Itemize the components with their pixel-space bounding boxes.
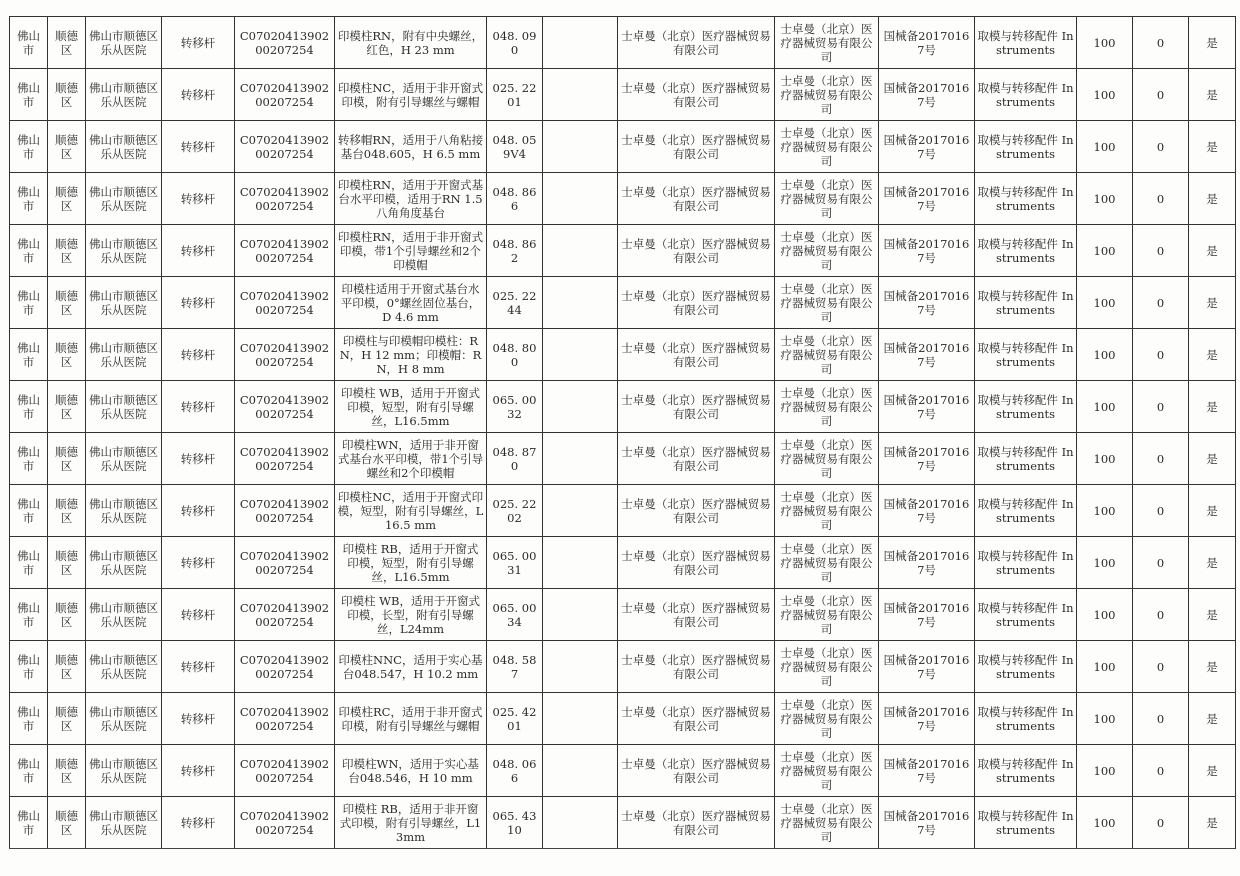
price-cell: 100 [1077, 433, 1133, 485]
registration-cell: 国械备20170167号 [879, 69, 975, 121]
city-cell: 佛山市 [10, 745, 48, 797]
discount-cell: 0 [1133, 589, 1189, 641]
model-cell: 065. 0034 [487, 589, 543, 641]
flag-cell: 是 [1189, 17, 1236, 69]
product-name-cell: 取模与转移配件 Instruments [975, 121, 1077, 173]
supplier-cell: 士卓曼（北京）医疗器械贸易有限公司 [775, 797, 879, 849]
hospital-cell: 佛山市顺德区乐从医院 [86, 745, 162, 797]
blank-cell [543, 277, 618, 329]
product-table [9, 16, 1236, 849]
manufacturer-cell: 士卓曼（北京）医疗器械贸易有限公司 [618, 329, 775, 381]
table-row [10, 17, 1236, 69]
description-cell: 印模柱NC，适用于开窗式印模，短型，附有引导螺丝，L 16.5 mm [335, 485, 487, 537]
blank-cell [543, 745, 618, 797]
flag-cell: 是 [1189, 121, 1236, 173]
code-cell: C0702041390200207254 [235, 329, 335, 381]
manufacturer-cell: 士卓曼（北京）医疗器械贸易有限公司 [618, 173, 775, 225]
flag-cell: 是 [1189, 745, 1236, 797]
district-cell: 顺德区 [48, 745, 86, 797]
flag-cell: 是 [1189, 485, 1236, 537]
registration-cell: 国械备20170167号 [879, 641, 975, 693]
product-name-cell: 取模与转移配件 Instruments [975, 745, 1077, 797]
model-cell: 025. 2202 [487, 485, 543, 537]
code-cell: C0702041390200207254 [235, 745, 335, 797]
registration-cell: 国械备20170167号 [879, 797, 975, 849]
hospital-cell: 佛山市顺德区乐从医院 [86, 225, 162, 277]
price-cell: 100 [1077, 589, 1133, 641]
district-cell: 顺德区 [48, 537, 86, 589]
discount-cell: 0 [1133, 277, 1189, 329]
blank-cell [543, 173, 618, 225]
category-cell: 转移杆 [162, 433, 235, 485]
page-bottom-rule [9, 848, 1235, 849]
supplier-cell: 士卓曼（北京）医疗器械贸易有限公司 [775, 485, 879, 537]
category-cell: 转移杆 [162, 277, 235, 329]
hospital-cell: 佛山市顺德区乐从医院 [86, 641, 162, 693]
category-cell: 转移杆 [162, 797, 235, 849]
table-row [10, 537, 1236, 589]
description-cell: 印模柱适用于开窗式基台水平印模，0°螺丝固位基台，D 4.6 mm [335, 277, 487, 329]
table-row [10, 485, 1236, 537]
blank-cell [543, 433, 618, 485]
blank-cell [543, 69, 618, 121]
price-cell: 100 [1077, 173, 1133, 225]
blank-cell [543, 225, 618, 277]
model-cell: 025. 2244 [487, 277, 543, 329]
registration-cell: 国械备20170167号 [879, 537, 975, 589]
description-cell: 印模柱 RB，适用于开窗式印模，短型，附有引导螺丝，L16.5mm [335, 537, 487, 589]
description-cell: 印模柱RN，适用于开窗式基台水平印模，适用于RN 1.5八角角度基台 [335, 173, 487, 225]
category-cell: 转移杆 [162, 589, 235, 641]
district-cell: 顺德区 [48, 173, 86, 225]
district-cell: 顺德区 [48, 277, 86, 329]
price-cell: 100 [1077, 537, 1133, 589]
product-name-cell: 取模与转移配件 Instruments [975, 173, 1077, 225]
product-name-cell: 取模与转移配件 Instruments [975, 225, 1077, 277]
city-cell: 佛山市 [10, 693, 48, 745]
blank-cell [543, 641, 618, 693]
price-cell: 100 [1077, 17, 1133, 69]
district-cell: 顺德区 [48, 641, 86, 693]
code-cell: C0702041390200207254 [235, 69, 335, 121]
discount-cell: 0 [1133, 537, 1189, 589]
hospital-cell: 佛山市顺德区乐从医院 [86, 381, 162, 433]
registration-cell: 国械备20170167号 [879, 381, 975, 433]
supplier-cell: 士卓曼（北京）医疗器械贸易有限公司 [775, 329, 879, 381]
manufacturer-cell: 士卓曼（北京）医疗器械贸易有限公司 [618, 589, 775, 641]
price-cell: 100 [1077, 745, 1133, 797]
table-row [10, 69, 1236, 121]
supplier-cell: 士卓曼（北京）医疗器械贸易有限公司 [775, 381, 879, 433]
product-name-cell: 取模与转移配件 Instruments [975, 277, 1077, 329]
table-row [10, 381, 1236, 433]
category-cell: 转移杆 [162, 745, 235, 797]
hospital-cell: 佛山市顺德区乐从医院 [86, 433, 162, 485]
category-cell: 转移杆 [162, 121, 235, 173]
supplier-cell: 士卓曼（北京）医疗器械贸易有限公司 [775, 17, 879, 69]
city-cell: 佛山市 [10, 797, 48, 849]
city-cell: 佛山市 [10, 17, 48, 69]
code-cell: C0702041390200207254 [235, 797, 335, 849]
blank-cell [543, 589, 618, 641]
city-cell: 佛山市 [10, 329, 48, 381]
price-cell: 100 [1077, 381, 1133, 433]
code-cell: C0702041390200207254 [235, 537, 335, 589]
district-cell: 顺德区 [48, 797, 86, 849]
category-cell: 转移杆 [162, 225, 235, 277]
district-cell: 顺德区 [48, 433, 86, 485]
supplier-cell: 士卓曼（北京）医疗器械贸易有限公司 [775, 537, 879, 589]
category-cell: 转移杆 [162, 537, 235, 589]
city-cell: 佛山市 [10, 537, 48, 589]
code-cell: C0702041390200207254 [235, 433, 335, 485]
supplier-cell: 士卓曼（北京）医疗器械贸易有限公司 [775, 69, 879, 121]
registration-cell: 国械备20170167号 [879, 433, 975, 485]
price-cell: 100 [1077, 641, 1133, 693]
district-cell: 顺德区 [48, 485, 86, 537]
description-cell: 印模柱WN，适用于非开窗式基台水平印模，带1个引导螺丝和2个印模帽 [335, 433, 487, 485]
district-cell: 顺德区 [48, 225, 86, 277]
model-cell: 048. 059V4 [487, 121, 543, 173]
flag-cell: 是 [1189, 329, 1236, 381]
description-cell: 印模柱RN，适用于非开窗式印模，带1个引导螺丝和2个印模帽 [335, 225, 487, 277]
supplier-cell: 士卓曼（北京）医疗器械贸易有限公司 [775, 173, 879, 225]
product-name-cell: 取模与转移配件 Instruments [975, 537, 1077, 589]
discount-cell: 0 [1133, 485, 1189, 537]
blank-cell [543, 485, 618, 537]
code-cell: C0702041390200207254 [235, 121, 335, 173]
code-cell: C0702041390200207254 [235, 381, 335, 433]
category-cell: 转移杆 [162, 69, 235, 121]
city-cell: 佛山市 [10, 433, 48, 485]
table-row [10, 277, 1236, 329]
code-cell: C0702041390200207254 [235, 277, 335, 329]
registration-cell: 国械备20170167号 [879, 745, 975, 797]
flag-cell: 是 [1189, 589, 1236, 641]
price-cell: 100 [1077, 329, 1133, 381]
model-cell: 048. 090 [487, 17, 543, 69]
price-cell: 100 [1077, 121, 1133, 173]
city-cell: 佛山市 [10, 121, 48, 173]
supplier-cell: 士卓曼（北京）医疗器械贸易有限公司 [775, 433, 879, 485]
hospital-cell: 佛山市顺德区乐从医院 [86, 277, 162, 329]
flag-cell: 是 [1189, 277, 1236, 329]
hospital-cell: 佛山市顺德区乐从医院 [86, 121, 162, 173]
registration-cell: 国械备20170167号 [879, 225, 975, 277]
code-cell: C0702041390200207254 [235, 693, 335, 745]
hospital-cell: 佛山市顺德区乐从医院 [86, 589, 162, 641]
description-cell: 印模柱NNC，适用于实心基台048.547，H 10.2 mm [335, 641, 487, 693]
manufacturer-cell: 士卓曼（北京）医疗器械贸易有限公司 [618, 433, 775, 485]
district-cell: 顺德区 [48, 17, 86, 69]
description-cell: 印模柱NC，适用于非开窗式印模，附有引导螺丝与螺帽 [335, 69, 487, 121]
manufacturer-cell: 士卓曼（北京）医疗器械贸易有限公司 [618, 381, 775, 433]
product-name-cell: 取模与转移配件 Instruments [975, 693, 1077, 745]
blank-cell [543, 693, 618, 745]
table-row [10, 433, 1236, 485]
supplier-cell: 士卓曼（北京）医疗器械贸易有限公司 [775, 693, 879, 745]
code-cell: C0702041390200207254 [235, 173, 335, 225]
flag-cell: 是 [1189, 69, 1236, 121]
manufacturer-cell: 士卓曼（北京）医疗器械贸易有限公司 [618, 17, 775, 69]
price-cell: 100 [1077, 225, 1133, 277]
model-cell: 048. 587 [487, 641, 543, 693]
city-cell: 佛山市 [10, 485, 48, 537]
table-body [10, 17, 1236, 849]
registration-cell: 国械备20170167号 [879, 173, 975, 225]
hospital-cell: 佛山市顺德区乐从医院 [86, 69, 162, 121]
registration-cell: 国械备20170167号 [879, 693, 975, 745]
price-cell: 100 [1077, 797, 1133, 849]
blank-cell [543, 329, 618, 381]
category-cell: 转移杆 [162, 641, 235, 693]
model-cell: 048. 866 [487, 173, 543, 225]
product-name-cell: 取模与转移配件 Instruments [975, 433, 1077, 485]
description-cell: 印模柱RC，适用于非开窗式印模，附有引导螺丝与螺帽 [335, 693, 487, 745]
model-cell: 025. 4201 [487, 693, 543, 745]
description-cell: 印模柱 WB，适用于开窗式印模，长型，附有引导螺丝，L24mm [335, 589, 487, 641]
blank-cell [543, 121, 618, 173]
code-cell: C0702041390200207254 [235, 17, 335, 69]
manufacturer-cell: 士卓曼（北京）医疗器械贸易有限公司 [618, 277, 775, 329]
registration-cell: 国械备20170167号 [879, 121, 975, 173]
model-cell: 065. 0031 [487, 537, 543, 589]
description-cell: 印模柱与印模帽印模柱：RN，H 12 mm；印模帽：RN，H 8 mm [335, 329, 487, 381]
model-cell: 048. 800 [487, 329, 543, 381]
description-cell: 印模柱WN，适用于实心基台048.546，H 10 mm [335, 745, 487, 797]
blank-cell [543, 381, 618, 433]
table-row [10, 225, 1236, 277]
district-cell: 顺德区 [48, 329, 86, 381]
code-cell: C0702041390200207254 [235, 225, 335, 277]
category-cell: 转移杆 [162, 381, 235, 433]
discount-cell: 0 [1133, 433, 1189, 485]
registration-cell: 国械备20170167号 [879, 485, 975, 537]
discount-cell: 0 [1133, 641, 1189, 693]
product-name-cell: 取模与转移配件 Instruments [975, 69, 1077, 121]
product-name-cell: 取模与转移配件 Instruments [975, 485, 1077, 537]
description-cell: 印模柱 RB，适用于非开窗式印模，附有引导螺丝，L13mm [335, 797, 487, 849]
model-cell: 048. 066 [487, 745, 543, 797]
flag-cell: 是 [1189, 225, 1236, 277]
category-cell: 转移杆 [162, 173, 235, 225]
discount-cell: 0 [1133, 173, 1189, 225]
city-cell: 佛山市 [10, 173, 48, 225]
city-cell: 佛山市 [10, 225, 48, 277]
manufacturer-cell: 士卓曼（北京）医疗器械贸易有限公司 [618, 693, 775, 745]
district-cell: 顺德区 [48, 381, 86, 433]
manufacturer-cell: 士卓曼（北京）医疗器械贸易有限公司 [618, 537, 775, 589]
hospital-cell: 佛山市顺德区乐从医院 [86, 693, 162, 745]
registration-cell: 国械备20170167号 [879, 329, 975, 381]
product-name-cell: 取模与转移配件 Instruments [975, 797, 1077, 849]
supplier-cell: 士卓曼（北京）医疗器械贸易有限公司 [775, 121, 879, 173]
manufacturer-cell: 士卓曼（北京）医疗器械贸易有限公司 [618, 225, 775, 277]
code-cell: C0702041390200207254 [235, 589, 335, 641]
code-cell: C0702041390200207254 [235, 485, 335, 537]
district-cell: 顺德区 [48, 589, 86, 641]
hospital-cell: 佛山市顺德区乐从医院 [86, 537, 162, 589]
flag-cell: 是 [1189, 641, 1236, 693]
registration-cell: 国械备20170167号 [879, 589, 975, 641]
manufacturer-cell: 士卓曼（北京）医疗器械贸易有限公司 [618, 745, 775, 797]
city-cell: 佛山市 [10, 69, 48, 121]
district-cell: 顺德区 [48, 693, 86, 745]
supplier-cell: 士卓曼（北京）医疗器械贸易有限公司 [775, 641, 879, 693]
code-cell: C0702041390200207254 [235, 641, 335, 693]
district-cell: 顺德区 [48, 69, 86, 121]
discount-cell: 0 [1133, 329, 1189, 381]
price-cell: 100 [1077, 485, 1133, 537]
registration-cell: 国械备20170167号 [879, 277, 975, 329]
product-name-cell: 取模与转移配件 Instruments [975, 329, 1077, 381]
supplier-cell: 士卓曼（北京）医疗器械贸易有限公司 [775, 745, 879, 797]
table-row [10, 641, 1236, 693]
manufacturer-cell: 士卓曼（北京）医疗器械贸易有限公司 [618, 121, 775, 173]
table-row [10, 745, 1236, 797]
manufacturer-cell: 士卓曼（北京）医疗器械贸易有限公司 [618, 641, 775, 693]
manufacturer-cell: 士卓曼（北京）医疗器械贸易有限公司 [618, 485, 775, 537]
model-cell: 048. 870 [487, 433, 543, 485]
manufacturer-cell: 士卓曼（北京）医疗器械贸易有限公司 [618, 69, 775, 121]
manufacturer-cell: 士卓曼（北京）医疗器械贸易有限公司 [618, 797, 775, 849]
category-cell: 转移杆 [162, 17, 235, 69]
supplier-cell: 士卓曼（北京）医疗器械贸易有限公司 [775, 589, 879, 641]
price-cell: 100 [1077, 69, 1133, 121]
hospital-cell: 佛山市顺德区乐从医院 [86, 797, 162, 849]
product-name-cell: 取模与转移配件 Instruments [975, 589, 1077, 641]
discount-cell: 0 [1133, 17, 1189, 69]
flag-cell: 是 [1189, 537, 1236, 589]
registration-cell: 国械备20170167号 [879, 17, 975, 69]
table-row [10, 797, 1236, 849]
product-name-cell: 取模与转移配件 Instruments [975, 381, 1077, 433]
description-cell: 印模柱 WB，适用于开窗式印模，短型，附有引导螺丝，L16.5mm [335, 381, 487, 433]
city-cell: 佛山市 [10, 277, 48, 329]
discount-cell: 0 [1133, 797, 1189, 849]
table-row [10, 173, 1236, 225]
blank-cell [543, 17, 618, 69]
model-cell: 065. 4310 [487, 797, 543, 849]
price-cell: 100 [1077, 277, 1133, 329]
hospital-cell: 佛山市顺德区乐从医院 [86, 485, 162, 537]
discount-cell: 0 [1133, 745, 1189, 797]
price-cell: 100 [1077, 693, 1133, 745]
flag-cell: 是 [1189, 173, 1236, 225]
flag-cell: 是 [1189, 433, 1236, 485]
discount-cell: 0 [1133, 69, 1189, 121]
supplier-cell: 士卓曼（北京）医疗器械贸易有限公司 [775, 225, 879, 277]
flag-cell: 是 [1189, 381, 1236, 433]
product-name-cell: 取模与转移配件 Instruments [975, 641, 1077, 693]
flag-cell: 是 [1189, 693, 1236, 745]
blank-cell [543, 797, 618, 849]
model-cell: 025. 2201 [487, 69, 543, 121]
description-cell: 转移帽RN，适用于八角粘接基台048.605，H 6.5 mm [335, 121, 487, 173]
product-name-cell: 取模与转移配件 Instruments [975, 17, 1077, 69]
category-cell: 转移杆 [162, 329, 235, 381]
discount-cell: 0 [1133, 225, 1189, 277]
table-row [10, 329, 1236, 381]
discount-cell: 0 [1133, 381, 1189, 433]
supplier-cell: 士卓曼（北京）医疗器械贸易有限公司 [775, 277, 879, 329]
description-cell: 印模柱RN，附有中央螺丝，红色，H 23 mm [335, 17, 487, 69]
hospital-cell: 佛山市顺德区乐从医院 [86, 17, 162, 69]
hospital-cell: 佛山市顺德区乐从医院 [86, 329, 162, 381]
table-row [10, 589, 1236, 641]
category-cell: 转移杆 [162, 485, 235, 537]
table-row [10, 121, 1236, 173]
blank-cell [543, 537, 618, 589]
discount-cell: 0 [1133, 121, 1189, 173]
table-row [10, 693, 1236, 745]
model-cell: 065. 0032 [487, 381, 543, 433]
model-cell: 048. 862 [487, 225, 543, 277]
flag-cell: 是 [1189, 797, 1236, 849]
city-cell: 佛山市 [10, 381, 48, 433]
district-cell: 顺德区 [48, 121, 86, 173]
category-cell: 转移杆 [162, 693, 235, 745]
hospital-cell: 佛山市顺德区乐从医院 [86, 173, 162, 225]
discount-cell: 0 [1133, 693, 1189, 745]
city-cell: 佛山市 [10, 589, 48, 641]
city-cell: 佛山市 [10, 641, 48, 693]
